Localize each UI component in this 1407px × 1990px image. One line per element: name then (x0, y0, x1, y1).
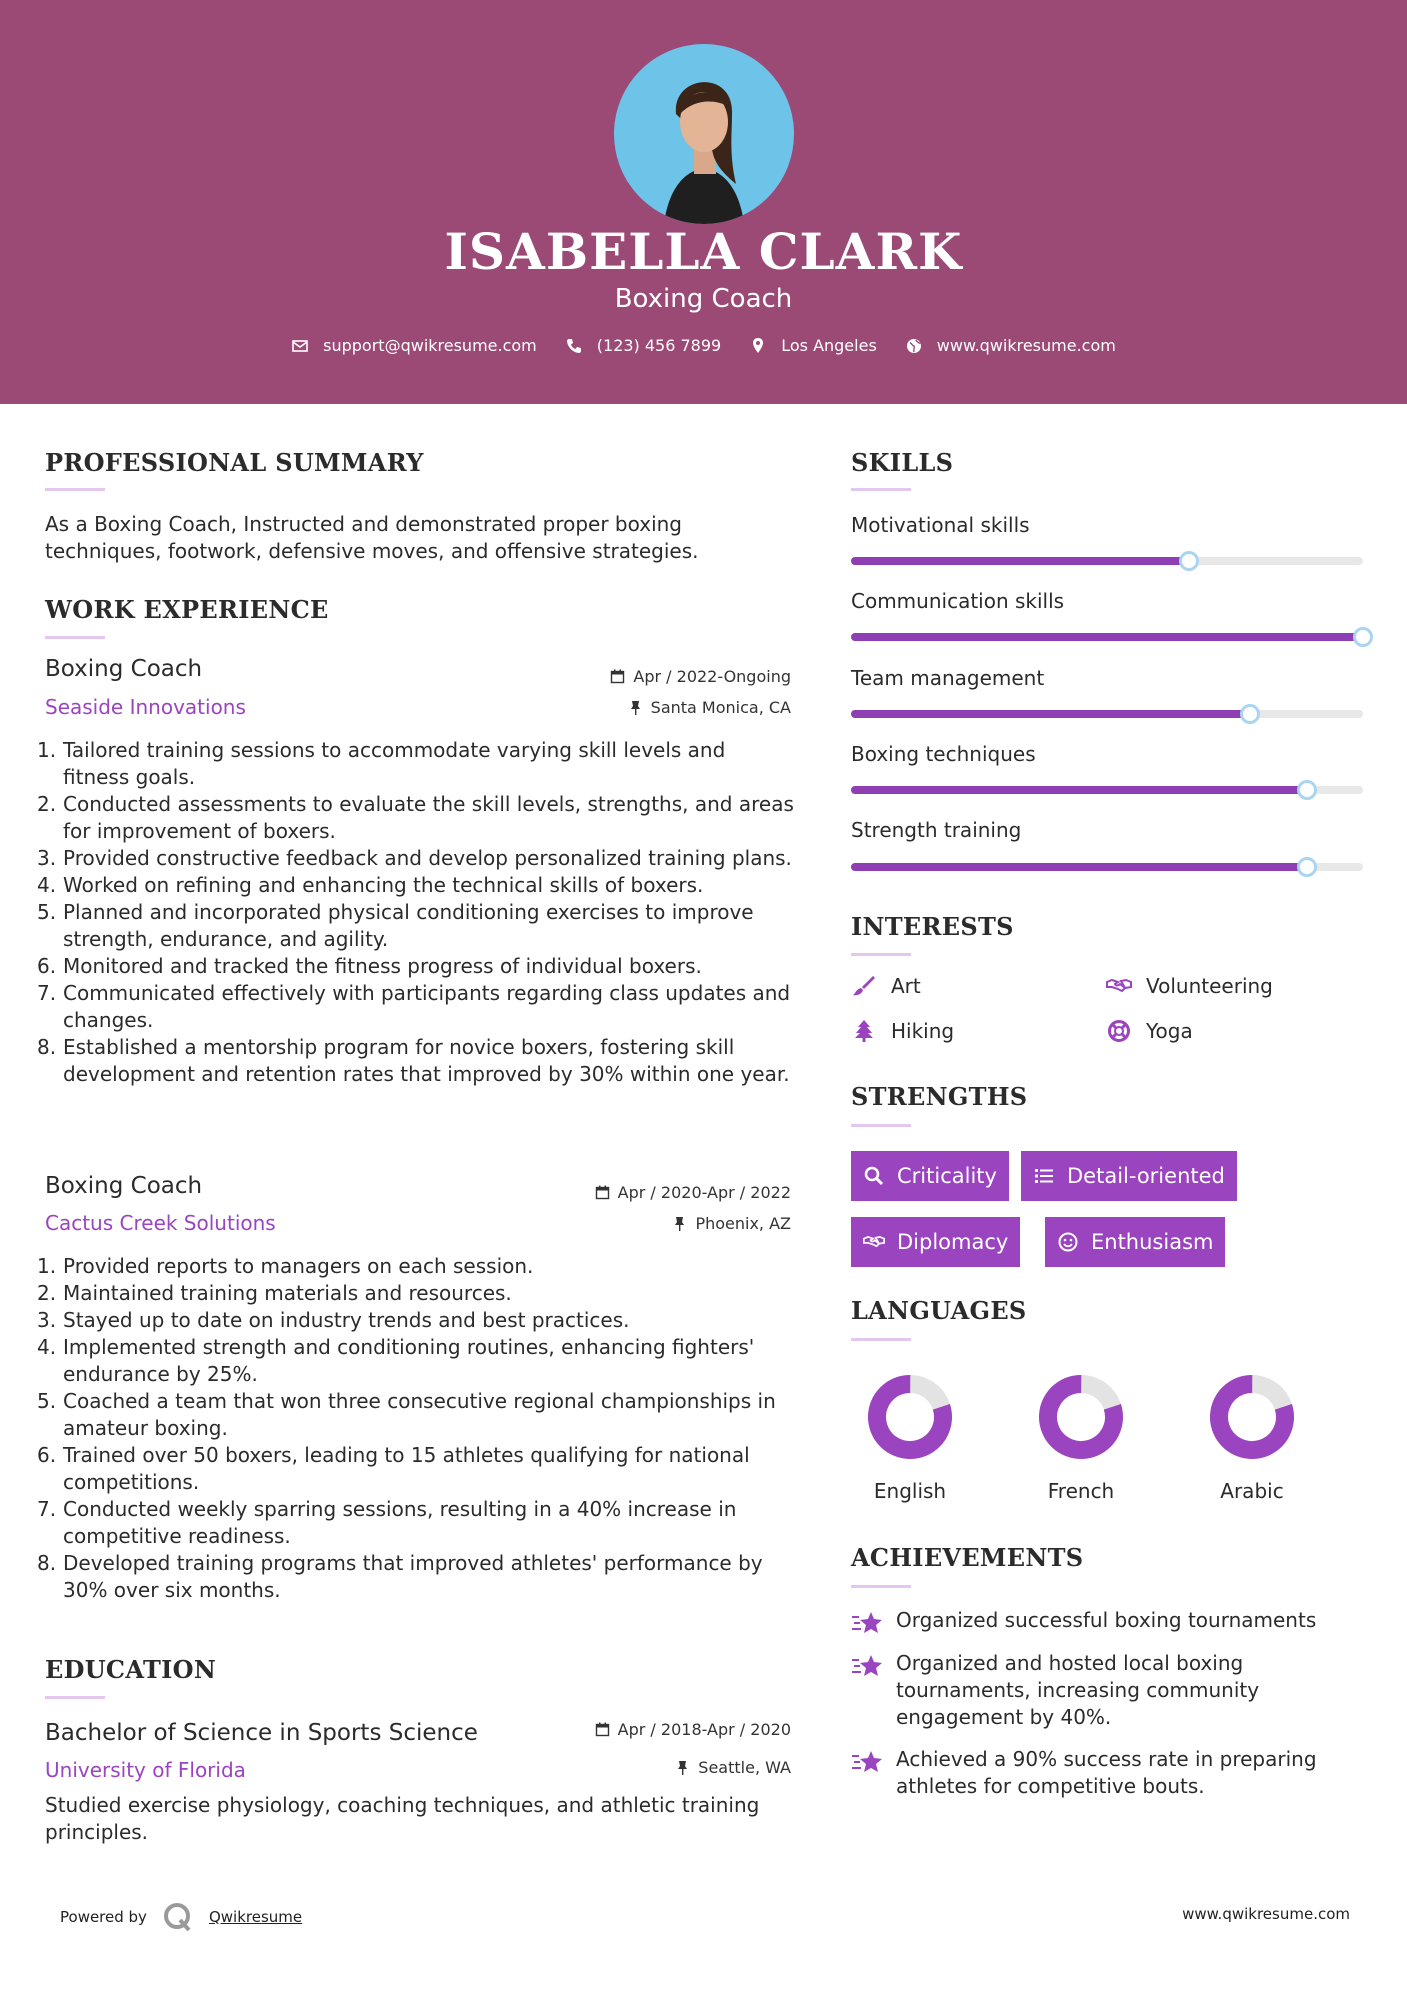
list-item: Conducted weekly sparring sessions, resulting in a 40% increase in competitive readiness. (63, 1497, 737, 1548)
job-1-location-text: Santa Monica, CA (650, 698, 791, 717)
map-pin-icon (749, 337, 767, 355)
interest-hiking (851, 1019, 954, 1043)
language-english (835, 1373, 985, 1503)
job-2-location-text: Phoenix, AZ (695, 1214, 791, 1233)
language-french (1006, 1373, 1156, 1503)
skill-bar-fill (851, 710, 1250, 718)
list-item: Worked on refining and enhancing the technical skills of boxers. (63, 873, 704, 897)
interests-rule (851, 953, 911, 956)
resume-header (0, 0, 1407, 404)
achievement-item (851, 1607, 1371, 1637)
list-item: Developed training programs that improved athletes' performance by 30% over six months. (63, 1551, 763, 1602)
job-1-location (571, 698, 791, 717)
calendar-icon (595, 1722, 610, 1737)
pushpin-icon (672, 1216, 687, 1231)
education-location-text: Seattle, WA (698, 1758, 791, 1777)
paintbrush-icon (851, 974, 877, 998)
skill-bar-fill (851, 786, 1307, 794)
languages-heading: LANGUAGES (851, 1296, 1027, 1325)
list-item: Established a mentorship program for novice boxers, fostering skill development and retention rates that improved by 30% within one year. (63, 1035, 790, 1086)
skill-bar (851, 863, 1363, 871)
pushpin-icon (675, 1760, 690, 1775)
phone-text: (123) 456 7899 (596, 336, 722, 355)
star-icon (851, 1748, 883, 1776)
summary-rule (45, 488, 105, 491)
contact-email[interactable] (291, 336, 537, 355)
skill-bar-knob (1179, 551, 1199, 571)
list-item: Maintained training materials and resources. (63, 1281, 512, 1305)
summary-text: As a Boxing Coach, Instructed and demonstrated proper boxing techniques, footwork, defensive moves, and offensive strategies. (45, 512, 699, 563)
job-2-duties (45, 1253, 795, 1604)
skill-bar (851, 633, 1363, 641)
language-ring (1037, 1373, 1125, 1461)
skill-bar (851, 557, 1363, 565)
language-arabic (1177, 1373, 1327, 1503)
interest-art (851, 974, 921, 998)
job-2-company: Cactus Creek Solutions (45, 1211, 276, 1235)
list-item: Provided reports to managers on each session. (63, 1254, 534, 1278)
qwikresume-logo-icon (161, 1900, 195, 1934)
strength-label: Criticality (897, 1164, 997, 1188)
footer-website[interactable]: www.qwikresume.com (1182, 1905, 1350, 1923)
skill-bar (851, 786, 1363, 794)
skills-rule (851, 488, 911, 491)
strengths-heading: STRENGTHS (851, 1082, 1028, 1111)
handshake-icon (1106, 974, 1132, 998)
achievement-text: Organized and hosted local boxing tournaments, increasing community engagement by 40%. (896, 1651, 1260, 1729)
education-location (571, 1758, 791, 1777)
brand-link[interactable]: Qwikresume (208, 1908, 303, 1926)
contact-location (749, 336, 877, 355)
interest-yoga (1106, 1019, 1193, 1043)
location-text: Los Angeles (781, 336, 877, 355)
education-text: Studied exercise physiology, coaching techniques, and athletic training principles. (45, 1793, 760, 1844)
candidate-name: ISABELLA CLARK (444, 222, 963, 281)
list-item: Implemented strength and conditioning routines, enhancing fighters' endurance by 25%. (63, 1335, 755, 1386)
skill-bar-fill (851, 633, 1363, 641)
strength-label: Enthusiasm (1091, 1230, 1214, 1254)
job-1-role: Boxing Coach (45, 656, 203, 682)
job-1-dates (571, 667, 791, 686)
skill-bar-knob (1297, 857, 1317, 877)
school-name: University of Florida (45, 1758, 246, 1782)
list-item: Tailored training sessions to accommodate varying skill levels and fitness goals. (63, 738, 726, 789)
strengths-rule (851, 1124, 911, 1127)
language-label: French (1047, 1479, 1115, 1503)
list-item: Trained over 50 boxers, leading to 15 athletes qualifying for national competitions. (63, 1443, 750, 1494)
language-ring (1208, 1373, 1296, 1461)
achievements-heading: ACHIEVEMENTS (851, 1543, 1084, 1572)
footer-powered-by (60, 1900, 302, 1934)
skills-heading: SKILLS (851, 448, 954, 477)
star-icon (851, 1652, 883, 1680)
skill-label: Motivational skills (851, 513, 1030, 537)
skill-label: Communication skills (851, 589, 1065, 613)
education-dates (571, 1720, 791, 1739)
handshake-icon (863, 1231, 885, 1253)
interest-label: Hiking (891, 1019, 955, 1043)
language-label: Arabic (1220, 1479, 1284, 1503)
education-rule (45, 1696, 105, 1699)
skill-bar-knob (1297, 780, 1317, 800)
strength-diplomacy (851, 1217, 1020, 1267)
smile-icon (1057, 1231, 1079, 1253)
search-icon (863, 1165, 885, 1187)
skill-label: Strength training (851, 818, 1022, 842)
achievement-item (851, 1746, 1371, 1800)
star-icon (851, 1609, 883, 1637)
job-2-dates-text: Apr / 2020-Apr / 2022 (617, 1183, 791, 1202)
skill-label: Team management (851, 666, 1045, 690)
list-item: Provided constructive feedback and develop personalized training plans. (63, 846, 792, 870)
job-2-location (571, 1214, 791, 1233)
interest-label: Volunteering (1146, 974, 1273, 998)
achievements-rule (851, 1585, 911, 1588)
website-text: www.qwikresume.com (936, 336, 1116, 355)
skill-bar-knob (1240, 704, 1260, 724)
work-heading: WORK EXPERIENCE (45, 595, 329, 624)
strength-label: Detail-oriented (1067, 1164, 1225, 1188)
list-item: Monitored and tracked the fitness progress of individual boxers. (63, 954, 702, 978)
calendar-icon (610, 669, 625, 684)
interest-volunteering (1106, 974, 1273, 998)
job-1-dates-text: Apr / 2022-Ongoing (633, 667, 791, 686)
job-1-company: Seaside Innovations (45, 695, 246, 719)
phone-icon (565, 337, 583, 355)
powered-by-text: Powered by (60, 1908, 147, 1926)
education-dates-text: Apr / 2018-Apr / 2020 (617, 1720, 791, 1739)
skill-bar-knob (1353, 627, 1373, 647)
summary-heading: PROFESSIONAL SUMMARY (45, 448, 424, 477)
list-item: Planned and incorporated physical conditioning exercises to improve strength, endurance, and agility. (63, 900, 754, 951)
email-text: support@qwikresume.com (323, 336, 537, 355)
list-item: Conducted assessments to evaluate the skill levels, strengths, and areas for improvement of boxers. (63, 792, 794, 843)
strength-detail-oriented (1021, 1151, 1237, 1201)
strength-criticality (851, 1151, 1009, 1201)
list-item: Stayed up to date on industry trends and best practices. (63, 1308, 630, 1332)
job-title: Boxing Coach (614, 284, 793, 314)
interest-label: Art (891, 974, 921, 998)
achievement-text: Organized successful boxing tournaments (896, 1608, 1317, 1632)
list-icon (1033, 1165, 1055, 1187)
work-rule (45, 636, 105, 639)
interests-heading: INTERESTS (851, 912, 1014, 941)
job-2-role: Boxing Coach (45, 1173, 203, 1199)
strength-label: Diplomacy (897, 1230, 1009, 1254)
interest-label: Yoga (1146, 1019, 1193, 1043)
language-ring (866, 1373, 954, 1461)
list-item: Coached a team that won three consecutive regional championships in amateur boxing. (63, 1389, 776, 1440)
degree-title: Bachelor of Science in Sports Science (45, 1720, 478, 1746)
profile-photo (614, 44, 794, 224)
education-heading: EDUCATION (45, 1655, 217, 1684)
language-label: English (873, 1479, 947, 1503)
envelope-icon (291, 337, 309, 355)
calendar-icon (595, 1185, 610, 1200)
achievement-item (851, 1650, 1371, 1731)
job-1-duties (45, 737, 795, 1088)
lifering-icon (1106, 1019, 1132, 1043)
job-2-dates (571, 1183, 791, 1202)
skill-bar (851, 710, 1363, 718)
strength-enthusiasm (1045, 1217, 1225, 1267)
achievement-text: Achieved a 90% success rate in preparing athletes for competitive bouts. (896, 1747, 1317, 1798)
contact-website[interactable] (905, 336, 1116, 355)
languages-rule (851, 1338, 911, 1341)
list-item: Communicated effectively with participants regarding class updates and changes. (63, 981, 791, 1032)
skill-bar-fill (851, 557, 1189, 565)
tree-icon (851, 1019, 877, 1043)
skill-bar-fill (851, 863, 1307, 871)
contact-phone[interactable] (565, 336, 721, 355)
contact-bar (0, 336, 1407, 355)
pushpin-icon (628, 700, 643, 715)
globe-icon (905, 337, 923, 355)
skill-label: Boxing techniques (851, 742, 1036, 766)
